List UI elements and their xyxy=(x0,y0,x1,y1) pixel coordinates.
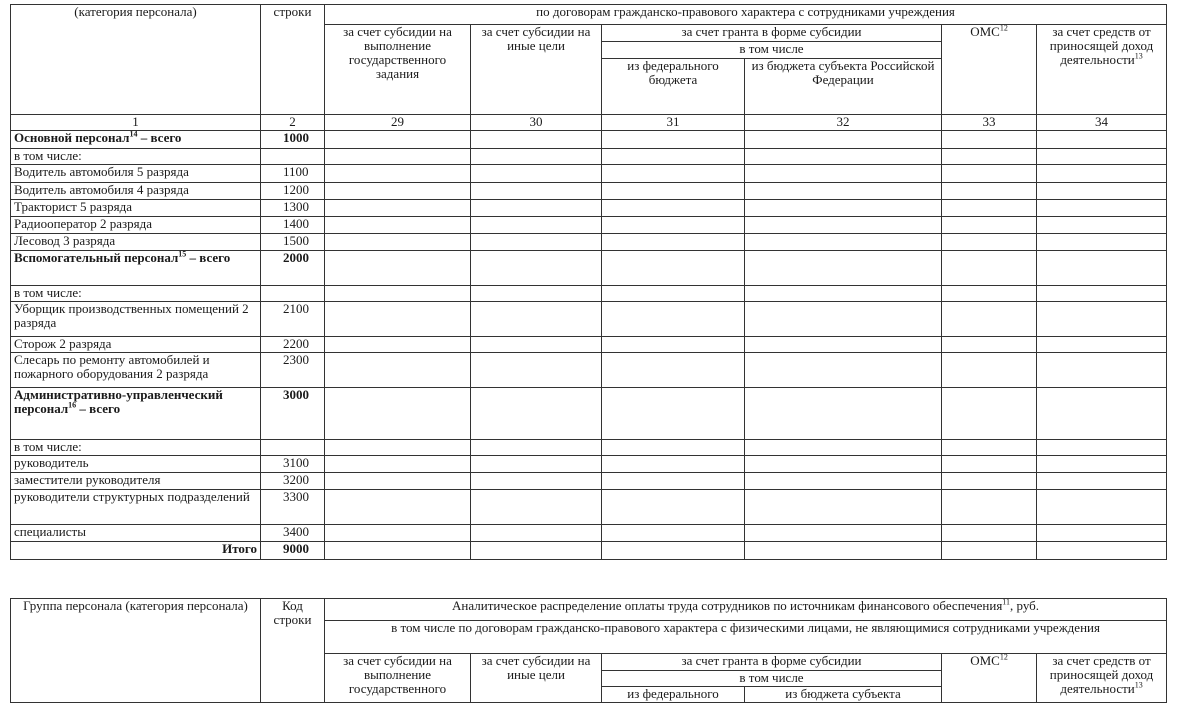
value-cell xyxy=(1037,473,1167,490)
value-cell xyxy=(325,165,471,183)
value-cell xyxy=(942,251,1037,286)
value-cell xyxy=(1037,542,1167,560)
row-code: 3000 xyxy=(261,388,325,440)
value-cell xyxy=(1037,131,1167,149)
table-row xyxy=(11,440,1167,456)
header-federal: из федерального бюджета xyxy=(602,59,745,115)
header2-oms: ОМС$^{12}$ xyxy=(942,654,1037,703)
row-code: 1400 xyxy=(261,217,325,234)
header2-subsidy-other: за счет субсидии на иные цели xyxy=(471,654,602,703)
row-label: Тракторист 5 разряда xyxy=(11,200,261,217)
value-cell xyxy=(325,542,471,560)
value-cell xyxy=(471,251,602,286)
value-cell xyxy=(602,217,745,234)
row-label: Сторож 2 разряда xyxy=(11,337,261,353)
row-label: Лесовод 3 разряда xyxy=(11,234,261,251)
header2-grant: за счет гранта в форме субсидии xyxy=(602,654,942,671)
value-cell xyxy=(325,440,471,456)
value-cell xyxy=(745,337,942,353)
value-cell xyxy=(942,388,1037,440)
table-row xyxy=(11,490,1167,525)
column-numbers-row xyxy=(11,115,1167,131)
value-cell xyxy=(471,473,602,490)
table-row xyxy=(11,149,1167,165)
header2-income: за счет средств от приносящей доход деятельности$^{13}$ xyxy=(1037,654,1167,703)
value-cell xyxy=(942,473,1037,490)
row-label: Радиооператор 2 разряда xyxy=(11,217,261,234)
header-code: строки xyxy=(261,5,325,115)
row-label: руководители структурных подразделений xyxy=(11,490,261,525)
value-cell xyxy=(602,456,745,473)
table-row xyxy=(11,131,1167,149)
value-cell xyxy=(602,525,745,542)
value-cell xyxy=(602,542,745,560)
value-cell xyxy=(745,234,942,251)
header2-including: в том числе xyxy=(602,671,942,687)
value-cell xyxy=(942,165,1037,183)
table-row xyxy=(11,200,1167,217)
value-cell xyxy=(1037,456,1167,473)
value-cell xyxy=(942,542,1037,560)
value-cell xyxy=(602,286,745,302)
value-cell xyxy=(745,353,942,388)
row-code: 3400 xyxy=(261,525,325,542)
header2-code: Код строки xyxy=(261,599,325,703)
value-cell xyxy=(745,388,942,440)
value-cell xyxy=(942,456,1037,473)
table-row xyxy=(11,542,1167,560)
row-code: 3200 xyxy=(261,473,325,490)
value-cell xyxy=(325,473,471,490)
row-label: в том числе: xyxy=(11,286,261,302)
value-cell xyxy=(602,490,745,525)
value-cell xyxy=(1037,337,1167,353)
value-cell xyxy=(325,388,471,440)
row-label: Уборщик производственных помещений 2 разряда xyxy=(11,302,261,337)
value-cell xyxy=(325,131,471,149)
value-cell xyxy=(942,149,1037,165)
row-label: Водитель автомобиля 5 разряда xyxy=(11,165,261,183)
value-cell xyxy=(942,131,1037,149)
table-row xyxy=(11,183,1167,200)
header-grant: за счет гранта в форме субсидии xyxy=(602,25,942,42)
value-cell xyxy=(942,200,1037,217)
header-subsidy-state-task: за счет субсидии на выполнение государственного задания xyxy=(325,25,471,115)
row-label: в том числе: xyxy=(11,149,261,165)
value-cell xyxy=(1037,183,1167,200)
row-label: Слесарь по ремонту автомобилей и пожарного оборудования 2 разряда xyxy=(11,353,261,388)
value-cell xyxy=(325,217,471,234)
value-cell xyxy=(602,473,745,490)
row-label: Административно-управленческий персонал$^{16}$ – всего xyxy=(11,388,261,440)
value-cell xyxy=(942,525,1037,542)
value-cell xyxy=(325,490,471,525)
value-cell xyxy=(325,234,471,251)
row-code: 1300 xyxy=(261,200,325,217)
value-cell xyxy=(602,440,745,456)
row-label: Итого xyxy=(11,542,261,560)
column-number: 34 xyxy=(1037,115,1167,131)
value-cell xyxy=(325,456,471,473)
value-cell xyxy=(325,302,471,337)
row-code xyxy=(261,440,325,456)
staff-table-2 xyxy=(10,598,1167,703)
value-cell xyxy=(471,131,602,149)
row-code: 9000 xyxy=(261,542,325,560)
header-oms: ОМС$^{12}$ xyxy=(942,25,1037,115)
header2-federal: из федерального xyxy=(602,687,745,703)
row-code: 3300 xyxy=(261,490,325,525)
table-row xyxy=(11,217,1167,234)
header-income: за счет средств от приносящей доход деятельности$^{13}$ xyxy=(1037,25,1167,115)
value-cell xyxy=(745,149,942,165)
row-code: 2100 xyxy=(261,302,325,337)
column-number: 2 xyxy=(261,115,325,131)
value-cell xyxy=(325,251,471,286)
table-row xyxy=(11,353,1167,388)
value-cell xyxy=(471,337,602,353)
value-cell xyxy=(942,440,1037,456)
value-cell xyxy=(471,234,602,251)
row-label: Вспомогательный персонал$^{15}$ – всего xyxy=(11,251,261,286)
row-code: 1000 xyxy=(261,131,325,149)
value-cell xyxy=(602,388,745,440)
value-cell xyxy=(1037,286,1167,302)
value-cell xyxy=(602,251,745,286)
value-cell xyxy=(471,183,602,200)
value-cell xyxy=(745,542,942,560)
value-cell xyxy=(1037,149,1167,165)
value-cell xyxy=(745,165,942,183)
row-code: 2300 xyxy=(261,353,325,388)
value-cell xyxy=(1037,525,1167,542)
value-cell xyxy=(745,302,942,337)
value-cell xyxy=(1037,440,1167,456)
value-cell xyxy=(325,525,471,542)
value-cell xyxy=(942,183,1037,200)
header-subsidy-other: за счет субсидии на иные цели xyxy=(471,25,602,115)
value-cell xyxy=(602,200,745,217)
header-category: (категория персонала) xyxy=(11,5,261,115)
row-label: руководитель xyxy=(11,456,261,473)
value-cell xyxy=(942,286,1037,302)
value-cell xyxy=(602,302,745,337)
header-including: в том числе xyxy=(602,42,942,59)
value-cell xyxy=(745,456,942,473)
value-cell xyxy=(471,388,602,440)
value-cell xyxy=(942,490,1037,525)
value-cell xyxy=(745,251,942,286)
value-cell xyxy=(745,525,942,542)
value-cell xyxy=(602,149,745,165)
row-label: заместители руководителя xyxy=(11,473,261,490)
value-cell xyxy=(325,149,471,165)
value-cell xyxy=(471,217,602,234)
header2-category: Группа персонала (категория персонала) xyxy=(11,599,261,703)
row-code: 3100 xyxy=(261,456,325,473)
column-number: 31 xyxy=(602,115,745,131)
value-cell xyxy=(325,353,471,388)
staff-table-1 xyxy=(10,4,1167,560)
row-code: 1500 xyxy=(261,234,325,251)
table-row xyxy=(11,302,1167,337)
table-row xyxy=(11,473,1167,490)
row-code xyxy=(261,149,325,165)
value-cell xyxy=(471,302,602,337)
value-cell xyxy=(471,542,602,560)
column-number: 32 xyxy=(745,115,942,131)
row-code: 1200 xyxy=(261,183,325,200)
table-row xyxy=(11,234,1167,251)
row-code: 2200 xyxy=(261,337,325,353)
row-code: 1100 xyxy=(261,165,325,183)
value-cell xyxy=(745,200,942,217)
value-cell xyxy=(1037,302,1167,337)
value-cell xyxy=(1037,165,1167,183)
column-number: 1 xyxy=(11,115,261,131)
value-cell xyxy=(602,131,745,149)
value-cell xyxy=(745,131,942,149)
value-cell xyxy=(325,337,471,353)
value-cell xyxy=(602,165,745,183)
value-cell xyxy=(471,149,602,165)
value-cell xyxy=(745,217,942,234)
value-cell xyxy=(602,183,745,200)
row-code xyxy=(261,286,325,302)
column-number: 30 xyxy=(471,115,602,131)
value-cell xyxy=(1037,217,1167,234)
row-label: Водитель автомобиля 4 разряда xyxy=(11,183,261,200)
value-cell xyxy=(602,234,745,251)
value-cell xyxy=(1037,388,1167,440)
header-gph: по договорам гражданско-правового характера с сотрудниками учреждения xyxy=(325,5,1167,25)
row-label: специалисты xyxy=(11,525,261,542)
column-number: 29 xyxy=(325,115,471,131)
value-cell xyxy=(1037,234,1167,251)
header2-analytic: Аналитическое распределение оплаты труда сотрудников по источникам финансового обеспечения$^{11}$, руб. xyxy=(325,599,1167,621)
value-cell xyxy=(745,490,942,525)
header-regional: из бюджета субъекта Российской Федерации xyxy=(745,59,942,115)
value-cell xyxy=(1037,251,1167,286)
value-cell xyxy=(471,490,602,525)
value-cell xyxy=(471,525,602,542)
value-cell xyxy=(471,353,602,388)
value-cell xyxy=(325,200,471,217)
value-cell xyxy=(745,183,942,200)
value-cell xyxy=(942,353,1037,388)
value-cell xyxy=(745,286,942,302)
value-cell xyxy=(745,473,942,490)
value-cell xyxy=(1037,353,1167,388)
table-row xyxy=(11,337,1167,353)
column-number: 33 xyxy=(942,115,1037,131)
value-cell xyxy=(471,440,602,456)
table-row xyxy=(11,456,1167,473)
row-code: 2000 xyxy=(261,251,325,286)
value-cell xyxy=(471,165,602,183)
table-row xyxy=(11,525,1167,542)
table-row xyxy=(11,286,1167,302)
header2-subsidy-state-task: за счет субсидии на выполнение государственного xyxy=(325,654,471,703)
row-label: Основной персонал$^{14}$ – всего xyxy=(11,131,261,149)
table-row xyxy=(11,251,1167,286)
value-cell xyxy=(1037,200,1167,217)
value-cell xyxy=(942,337,1037,353)
value-cell xyxy=(602,353,745,388)
table-row xyxy=(11,165,1167,183)
table-row xyxy=(11,388,1167,440)
value-cell xyxy=(745,440,942,456)
value-cell xyxy=(1037,490,1167,525)
row-label: в том числе: xyxy=(11,440,261,456)
value-cell xyxy=(471,286,602,302)
header2-gph: в том числе по договорам гражданско-правового характера с физическими лицами, не являющимися сотрудниками учреждения xyxy=(325,621,1167,654)
value-cell xyxy=(325,286,471,302)
value-cell xyxy=(942,234,1037,251)
header2-regional: из бюджета субъекта xyxy=(745,687,942,703)
value-cell xyxy=(471,456,602,473)
value-cell xyxy=(942,302,1037,337)
value-cell xyxy=(471,200,602,217)
value-cell xyxy=(602,337,745,353)
value-cell xyxy=(325,183,471,200)
value-cell xyxy=(942,217,1037,234)
